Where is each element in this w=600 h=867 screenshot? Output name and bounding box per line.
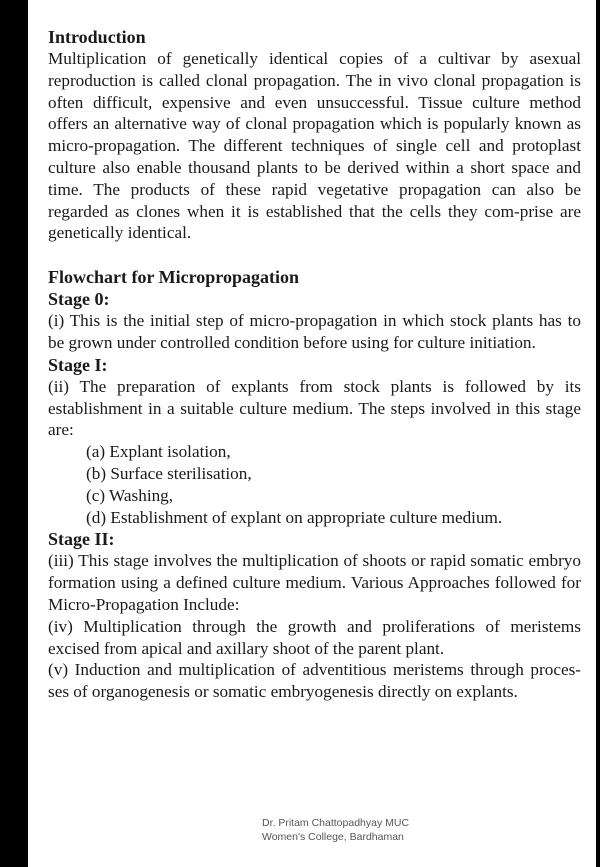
stage-1-text: (ii) The preparation of explants from stock plants is followed by its establishment in a suitable culture medium. The steps involved in this stage are:	[48, 376, 581, 440]
author-footer	[262, 816, 412, 844]
stage-2-approach-iv: (iv) Multiplication through the growth and proliferations of meristems excised from apical and axillary shoot of the parent plant.	[48, 616, 581, 658]
stage-2-text: (iii) This stage involves the multiplication of shoots or rapid somatic embryo formation using a defined culture medium. Various Approaches followed for Micro-Propagation Include:	[48, 551, 581, 614]
introduction-paragraph: Multiplication of genetically identical copies of a cultivar by asexual reproduction is called clonal propagation. The in vivo clonal propagation is often difficult, expensive and even unsuccessful. Tissue culture method offers an alternative way of clonal propagation which is popularly known as micro-propagation. The different techniques of single cell and protoplast culture also enable thousand plants to be derived within a short space and time. The products of these rapid vegetative propagation can also be regarded as clones when it is established that the cells they com-prise are genetically identical.	[48, 49, 581, 243]
stage-1-heading: Stage I:	[48, 354, 108, 375]
stage-1-steps-list	[48, 441, 581, 528]
flowchart-heading: Flowchart for Micropropagation	[48, 267, 299, 288]
document-content	[48, 26, 581, 703]
list-item: (a) Explant isolation,	[86, 442, 231, 462]
introduction-heading: Introduction	[48, 27, 146, 47]
stage-0-text: (i) This is the initial step of micro-propagation in which stock plants has to be grown under controlled condition before using for culture initiation.	[48, 311, 581, 352]
footer-college-line: Women's College, Bardhaman	[262, 831, 404, 843]
list-item: (c) Washing,	[86, 485, 174, 505]
footer-author-line: Dr. Pritam Chattopadhyay MUC	[262, 817, 410, 829]
stage-2-approach-v: (v) Induction and multiplication of adventitious meristems through proces-ses of organogenesis or somatic embryogenesis directly on explants.	[48, 660, 581, 702]
list-item: (d) Establishment of explant on appropriate culture medium.	[86, 507, 503, 527]
stage-2-heading: Stage II:	[48, 529, 115, 550]
list-item: (b) Surface sterilisation,	[86, 463, 252, 483]
stage-0-heading: Stage 0:	[48, 289, 110, 310]
section-gap	[48, 244, 581, 266]
document-page	[28, 0, 596, 867]
